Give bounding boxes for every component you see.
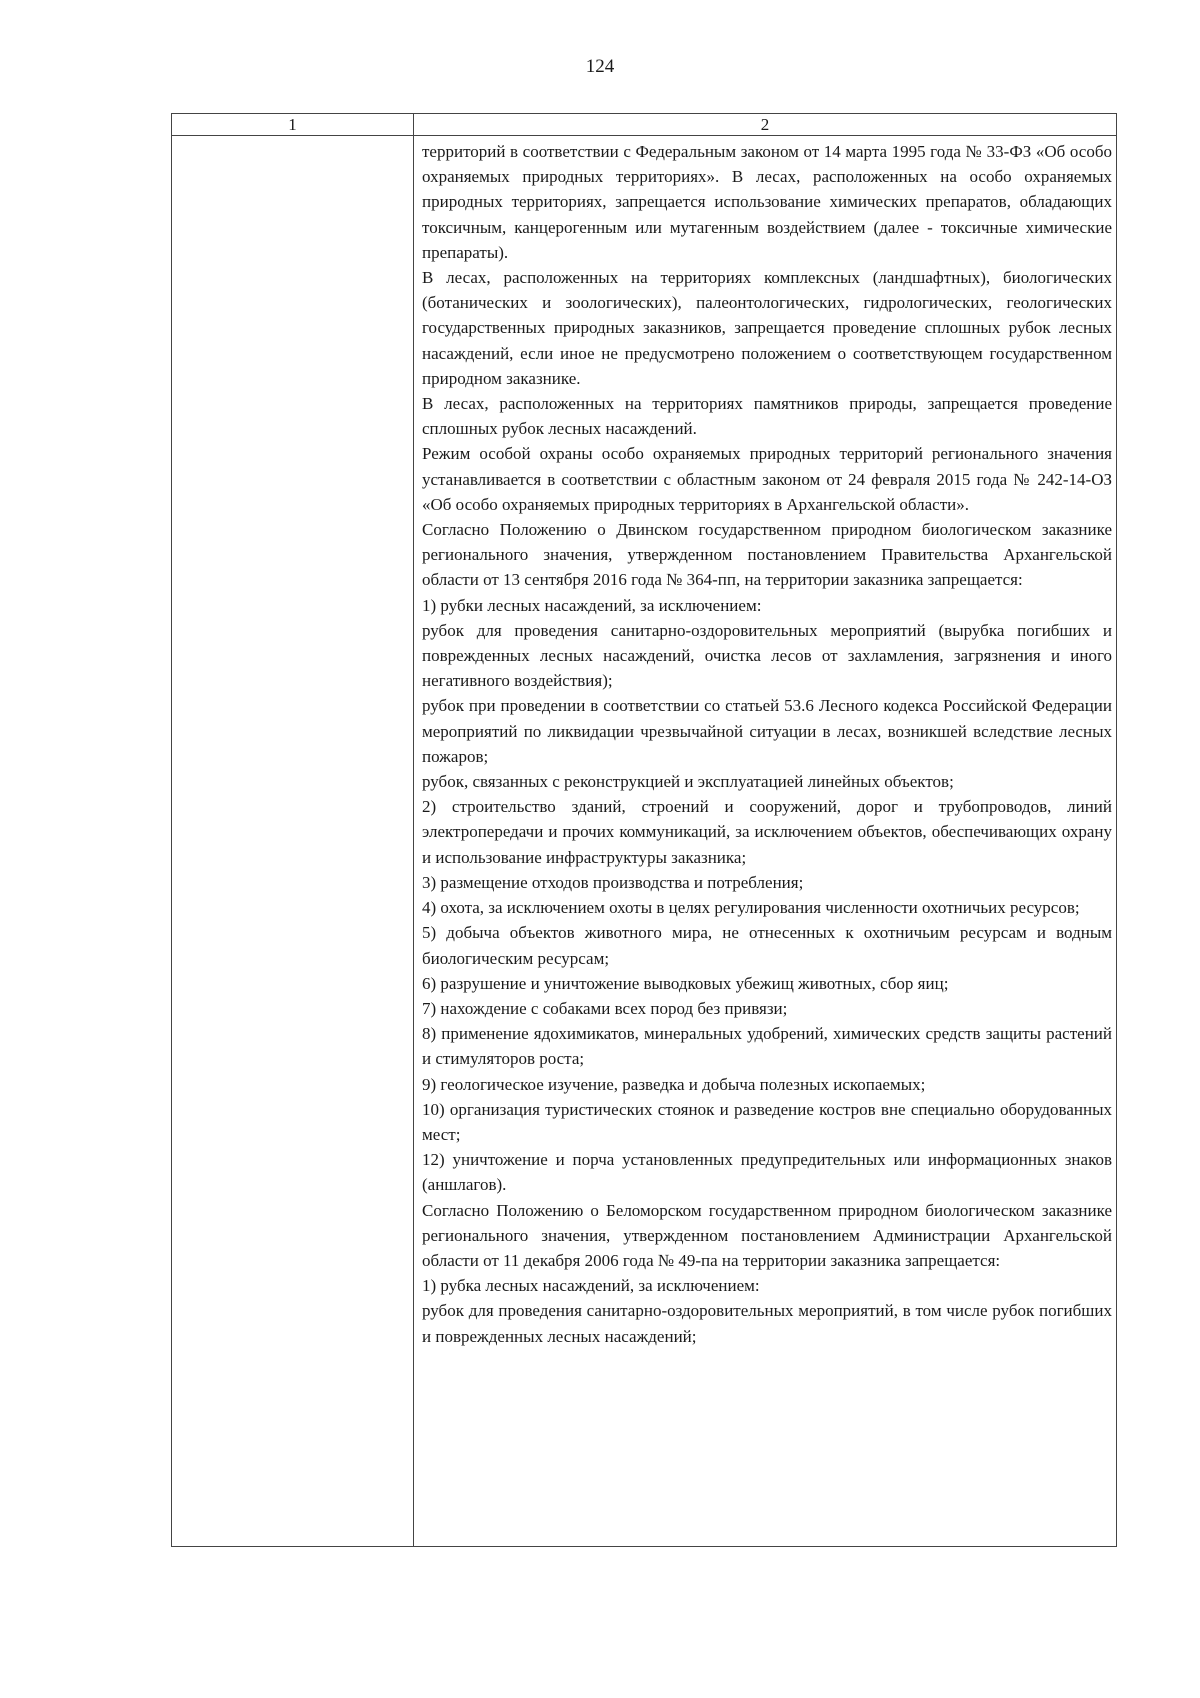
paragraph: Согласно Положению о Двинском государственном природном биологическом заказнике регионального значения, утвержденном постановлением Правительства Архангельской области от 13 сентября 2016 года № 364-пп, на территории заказника запрещается: (422, 520, 1112, 590)
paragraph: территорий в соответствии с Федеральным законом от 14 марта 1995 года № 33-ФЗ «Об особо охраняемых природных территориях». В лесах, расположенных на особо охраняемых природных территориях, запрещается использование химических препаратов, обладающих токсичным, канцерогенным или мутагенным воздействием (далее - токсичные химические препараты). (422, 142, 1112, 262)
list-item: 4) охота, за исключением охоты в целях регулирования численности охотничьих ресурсов; (422, 898, 1080, 918)
table-header-col-1: 1 (172, 114, 414, 136)
document-table (171, 113, 1117, 1547)
table-cell-col-1 (172, 136, 414, 1546)
table-cell-col-2 (414, 136, 1116, 1546)
paragraph: В лесах, расположенных на территориях комплексных (ландшафтных), биологических (ботанических и зоологических), палеонтологических, гидрологических, геологических государственных природных заказников, запрещается проведение сплошных рубок лесных насаждений, если иное не предусмотрено положением о соответствующем государственном природном заказнике. (422, 268, 1112, 388)
list-item: рубок для проведения санитарно-оздоровительных мероприятий, в том числе рубок погибших и поврежденных лесных насаждений; (422, 1301, 1112, 1346)
list-item: 1) рубки лесных насаждений, за исключением: (422, 595, 762, 615)
list-item: 3) размещение отходов производства и потребления; (422, 872, 804, 892)
paragraph: Согласно Положению о Беломорском государственном природном биологическом заказнике регионального значения, утвержденном постановлением Администрации Архангельской области от 11 декабря 2006 года № 49-па на территории заказника запрещается: (422, 1200, 1112, 1270)
list-item: 2) строительство зданий, строений и сооружений, дорог и трубопроводов, линий электропередачи и прочих коммуникаций, за исключением объектов, обеспечивающих охрану и использование инфраструктуры заказника; (422, 797, 1112, 867)
list-item: 12) уничтожение и порча установленных предупредительных или информационных знаков (аншлагов). (422, 1150, 1112, 1195)
list-item: 10) организация туристических стоянок и разведение костров вне специально оборудованных мест; (422, 1099, 1112, 1144)
page-number: 124 (585, 56, 615, 77)
list-item: 9) геологическое изучение, разведка и добыча полезных ископаемых; (422, 1074, 926, 1094)
list-item: 5) добыча объектов животного мира, не отнесенных к охотничьим ресурсам и водным биологическим ресурсам; (422, 923, 1112, 968)
list-item: рубок для проведения санитарно-оздоровительных мероприятий (вырубка погибших и поврежденных лесных насаждений, очистка лесов от захламления, загрязнения и иного негативного воздействия); (422, 620, 1112, 691)
paragraph: В лесах, расположенных на территориях памятников природы, запрещается проведение сплошных рубок лесных насаждений. (422, 394, 1112, 439)
list-item: 6) разрушение и уничтожение выводковых убежищ животных, сбор яиц; (422, 973, 949, 993)
table-header-col-2: 2 (414, 114, 1116, 136)
list-item: 7) нахождение с собаками всех пород без привязи; (422, 998, 788, 1018)
list-item: 1) рубка лесных насаждений, за исключением: (422, 1276, 760, 1296)
paragraph: Режим особой охраны особо охраняемых природных территорий регионального значения устанавливается в соответствии с областным законом от 24 февраля 2015 года № 242-14-ОЗ «Об особо охраняемых природных территориях в Архангельской области». (422, 444, 1112, 514)
list-item: рубок при проведении в соответствии со статьей 53.6 Лесного кодекса Российской Федерации мероприятий по ликвидации чрезвычайной ситуации в лесах, возникшей вследствие лесных пожаров; (422, 696, 1112, 766)
list-item: рубок, связанных с реконструкцией и эксплуатацией линейных объектов; (422, 772, 954, 792)
list-item: 8) применение ядохимикатов, минеральных удобрений, химических средств защиты растений и стимуляторов роста; (422, 1024, 1112, 1069)
